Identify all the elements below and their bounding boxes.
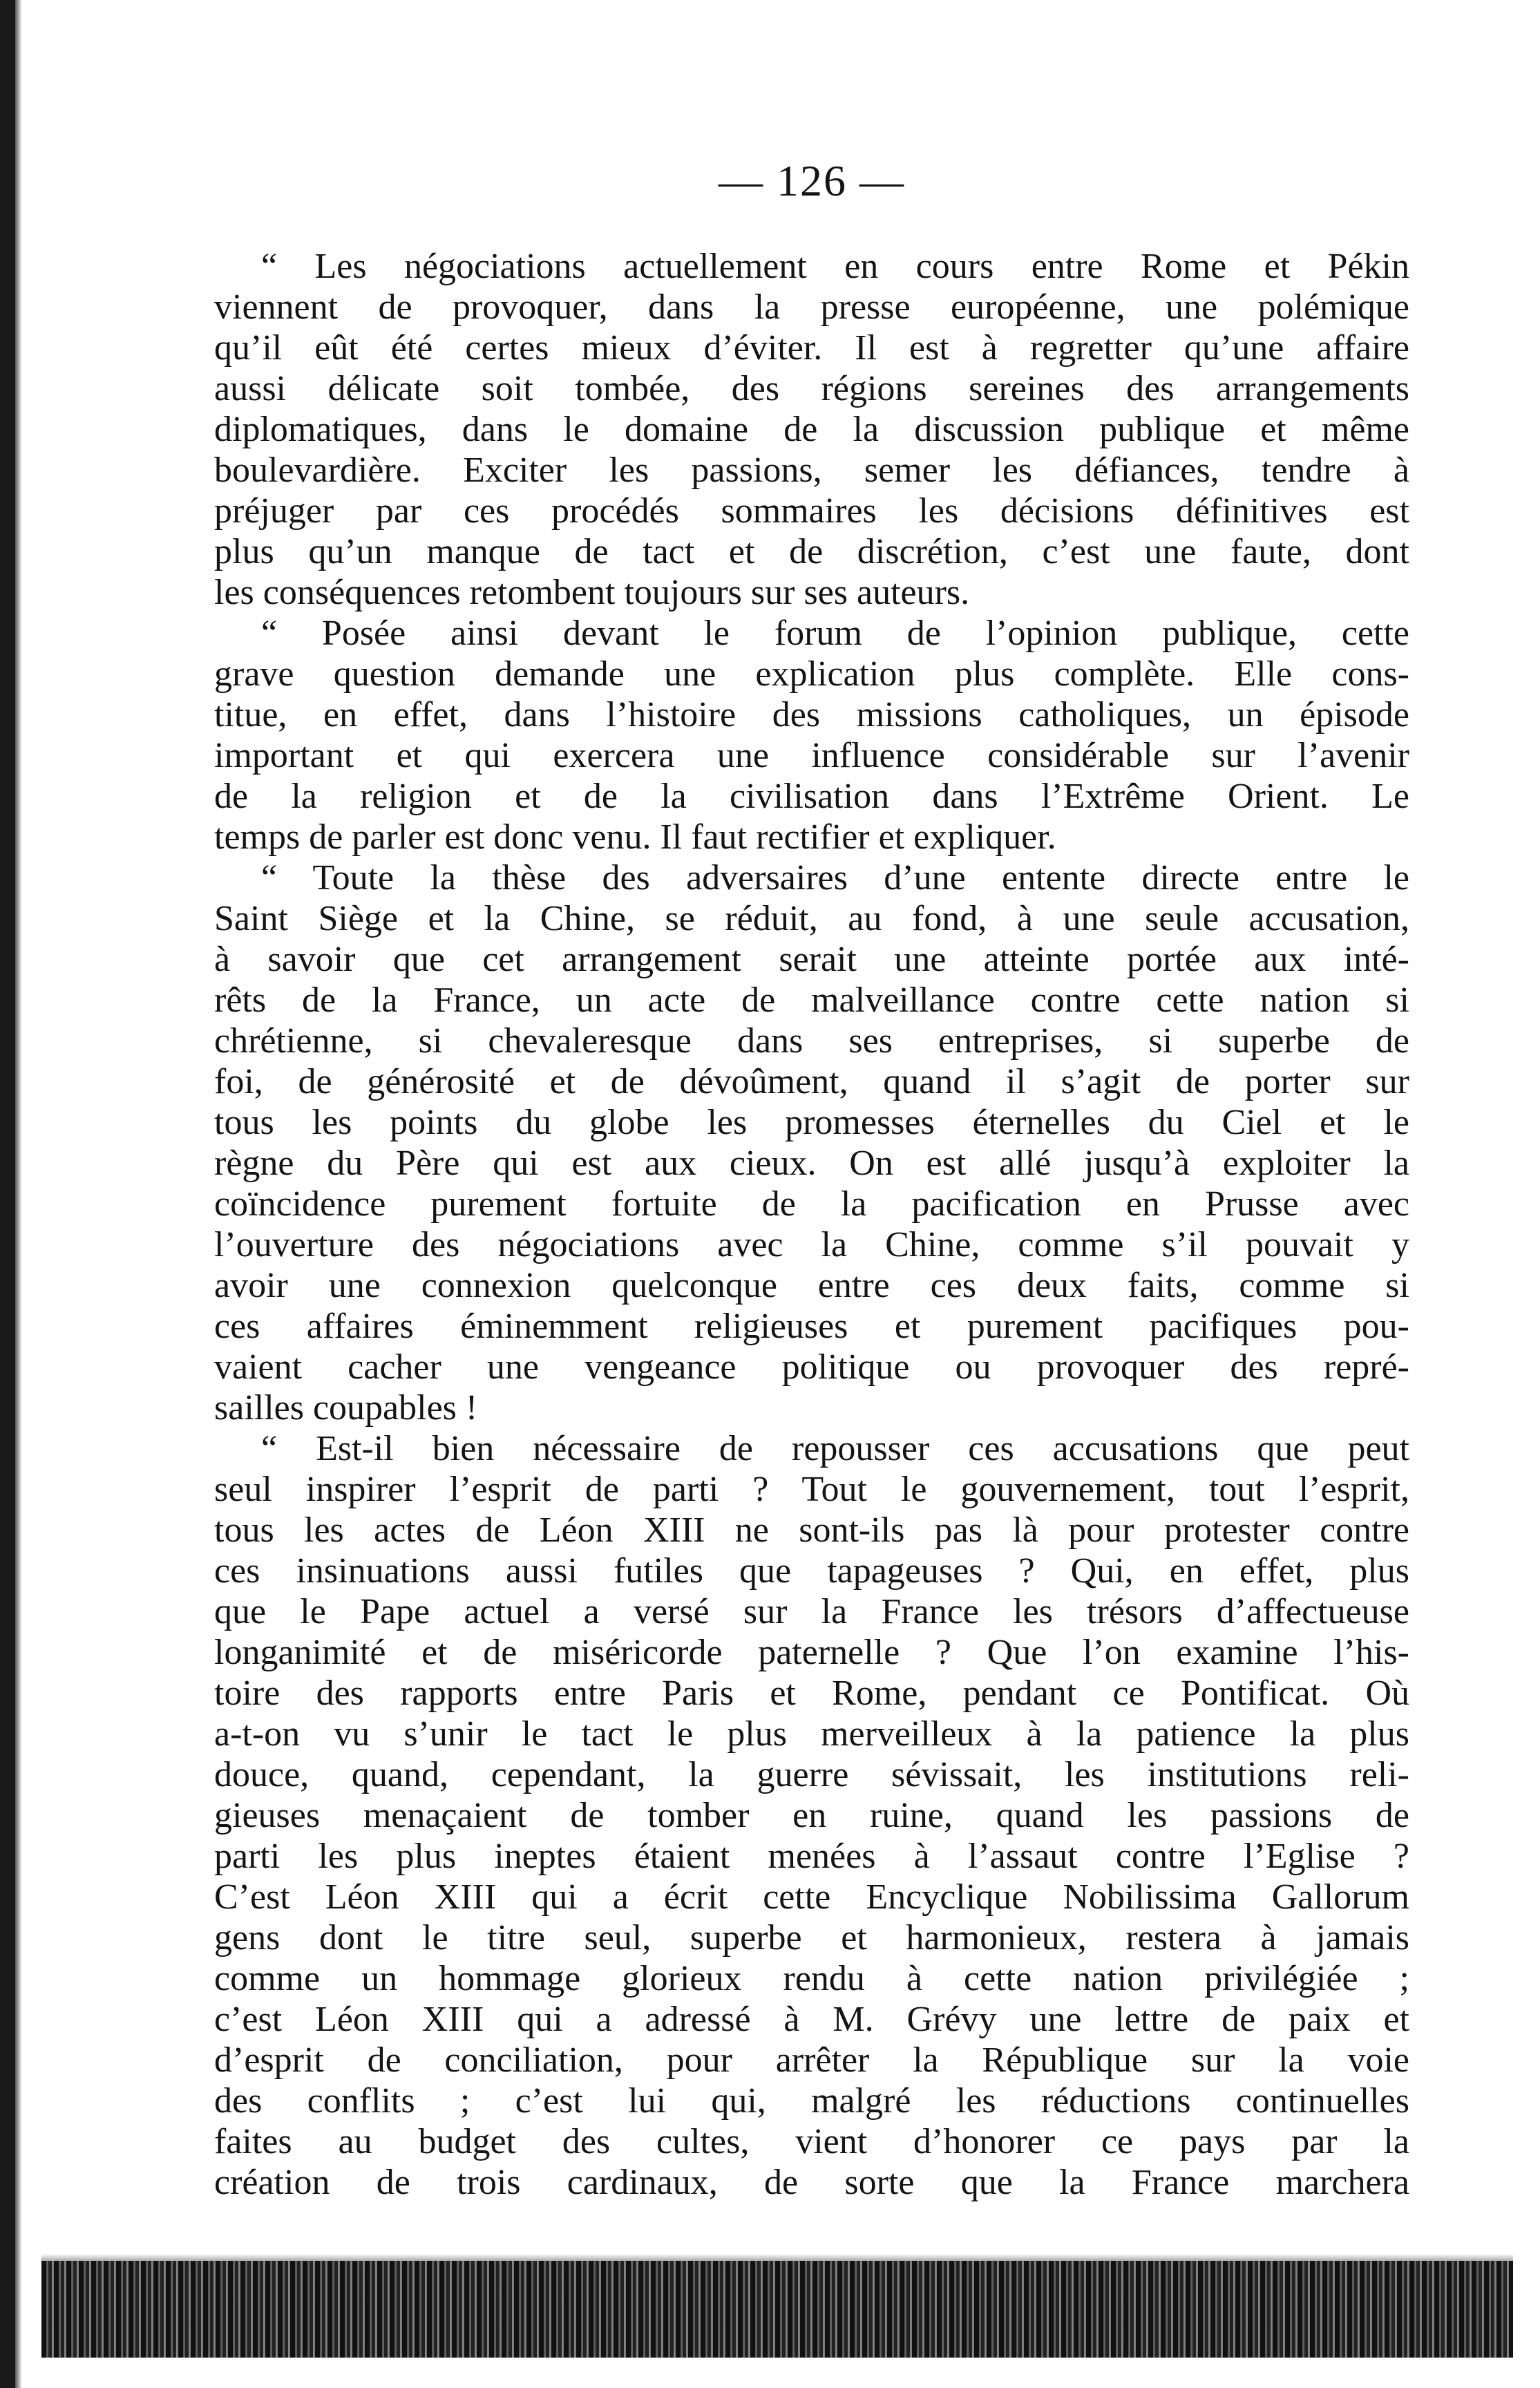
text-line: règne du Père qui est aux cieux. On est allé jusqu’à exploiter la (214, 1144, 1409, 1183)
text-line: longanimité et de miséricorde paternelle ? Que l’on examine l’his- (214, 1633, 1409, 1672)
text-line: les conséquences retombent toujours sur ses auteurs. (214, 573, 970, 612)
text-line: vaient cacher une vengeance politique ou provoquer des repré- (214, 1347, 1409, 1387)
text-line: seul inspirer l’esprit de parti ? Tout le gouvernement, tout l’esprit, (214, 1470, 1409, 1509)
text-line: “ Est-il bien nécessaire de repousser ces accusations que peut (261, 1429, 1409, 1468)
text-line: rêts de la France, un acte de malveillance contre cette nation si (214, 980, 1409, 1020)
text-line: ces affaires éminemment religieuses et purement pacifiques pou- (214, 1307, 1409, 1346)
text-line: aussi délicate soit tombée, des régions sereines des arrangements (214, 369, 1409, 408)
book-page (214, 156, 1409, 2203)
text-line: chrétienne, si chevaleresque dans ses entreprises, si superbe de (214, 1021, 1409, 1061)
page-text-body (214, 246, 1409, 2203)
text-line: C’est Léon XIII qui a écrit cette Encyclique Nobilissima Gallorum (214, 1877, 1409, 1917)
text-line: ces insinuations aussi futiles que tapageuses ? Qui, en effet, plus (214, 1551, 1409, 1591)
text-line: important et qui exercera une influence considérable sur l’avenir (214, 736, 1409, 775)
text-line: des conflits ; c’est lui qui, malgré les réductions continuelles (214, 2081, 1409, 2121)
page-number: — 126 — (719, 156, 905, 205)
text-line: Saint Siège et la Chine, se réduit, au fond, à une seule accusation, (214, 899, 1409, 938)
text-line: à savoir que cet arrangement serait une atteinte portée aux inté- (214, 940, 1409, 979)
text-line: titue, en effet, dans l’histoire des missions catholiques, un épisode (214, 695, 1409, 735)
text-line: boulevardière. Exciter les passions, semer les défiances, tendre à (214, 451, 1409, 490)
text-line: toire des rapports entre Paris et Rome, pendant ce Pontificat. Où (214, 1674, 1409, 1713)
text-line: “ Les négociations actuellement en cours entre Rome et Pékin (261, 247, 1409, 286)
text-line: l’ouverture des négociations avec la Chine, comme s’il pouvait y (214, 1225, 1409, 1264)
text-line: gens dont le titre seul, superbe et harmonieux, restera à jamais (214, 1918, 1409, 1958)
text-line: c’est Léon XIII qui a adressé à M. Grévy une lettre de paix et (214, 2000, 1409, 2039)
text-line: douce, quand, cependant, la guerre sévissait, les institutions reli- (214, 1755, 1409, 1794)
text-line: gieuses menaçaient de tomber en ruine, quand les passions de (214, 1796, 1409, 1835)
text-line: parti les plus ineptes étaient menées à l’assaut contre l’Eglise ? (214, 1837, 1409, 1876)
text-line: d’esprit de conciliation, pour arrêter la République sur la voie (214, 2040, 1409, 2080)
text-line: “ Posée ainsi devant le forum de l’opinion publique, cette (261, 614, 1409, 653)
text-line: avoir une connexion quelconque entre ces deux faits, comme si (214, 1266, 1409, 1305)
text-line: tous les points du globe les promesses éternelles du Ciel et le (214, 1103, 1409, 1142)
text-line: comme un hommage glorieux rendu à cette nation privilégiée ; (214, 1959, 1409, 1998)
text-line: qu’il eût été certes mieux d’éviter. Il est à regretter qu’une affaire (214, 328, 1409, 368)
text-line: temps de parler est donc venu. Il faut rectifier et expliquer. (214, 817, 1056, 857)
text-line: diplomatiques, dans le domaine de la discussion publique et même (214, 410, 1409, 449)
text-line: que le Pape actuel a versé sur la France les trésors d’affectueuse (214, 1592, 1409, 1631)
text-line: “ Toute la thèse des adversaires d’une entente directe entre le (261, 858, 1409, 898)
text-line: sailles coupables ! (214, 1388, 478, 1428)
text-line: viennent de provoquer, dans la presse européenne, une polémique (214, 287, 1409, 327)
scan-left-shadow (15, 0, 22, 2388)
text-line: faites au budget des cultes, vient d’honorer ce pays par la (214, 2122, 1409, 2161)
text-line: tous les actes de Léon XIII ne sont-ils pas là pour protester contre (214, 1510, 1409, 1550)
text-line: plus qu’un manque de tact et de discrétion, c’est une faute, dont (214, 532, 1409, 571)
scan-left-edge (0, 0, 15, 2388)
text-line: a-t-on vu s’unir le tact le plus merveilleux à la patience la plus (214, 1714, 1409, 1754)
text-line: création de trois cardinaux, de sorte que la France marchera (214, 2163, 1409, 2202)
text-line: foi, de générosité et de dévoûment, quand il s’agit de porter sur (214, 1062, 1409, 1101)
text-line: grave question demande une explication plus complète. Elle cons- (214, 654, 1409, 694)
scan-bottom-band (41, 2261, 1513, 2358)
text-line: coïncidence purement fortuite de la pacification en Prusse avec (214, 1184, 1409, 1224)
text-line: préjuger par ces procédés sommaires les décisions définitives est (214, 491, 1409, 531)
text-line: de la religion et de la civilisation dans l’Extrême Orient. Le (214, 777, 1409, 816)
